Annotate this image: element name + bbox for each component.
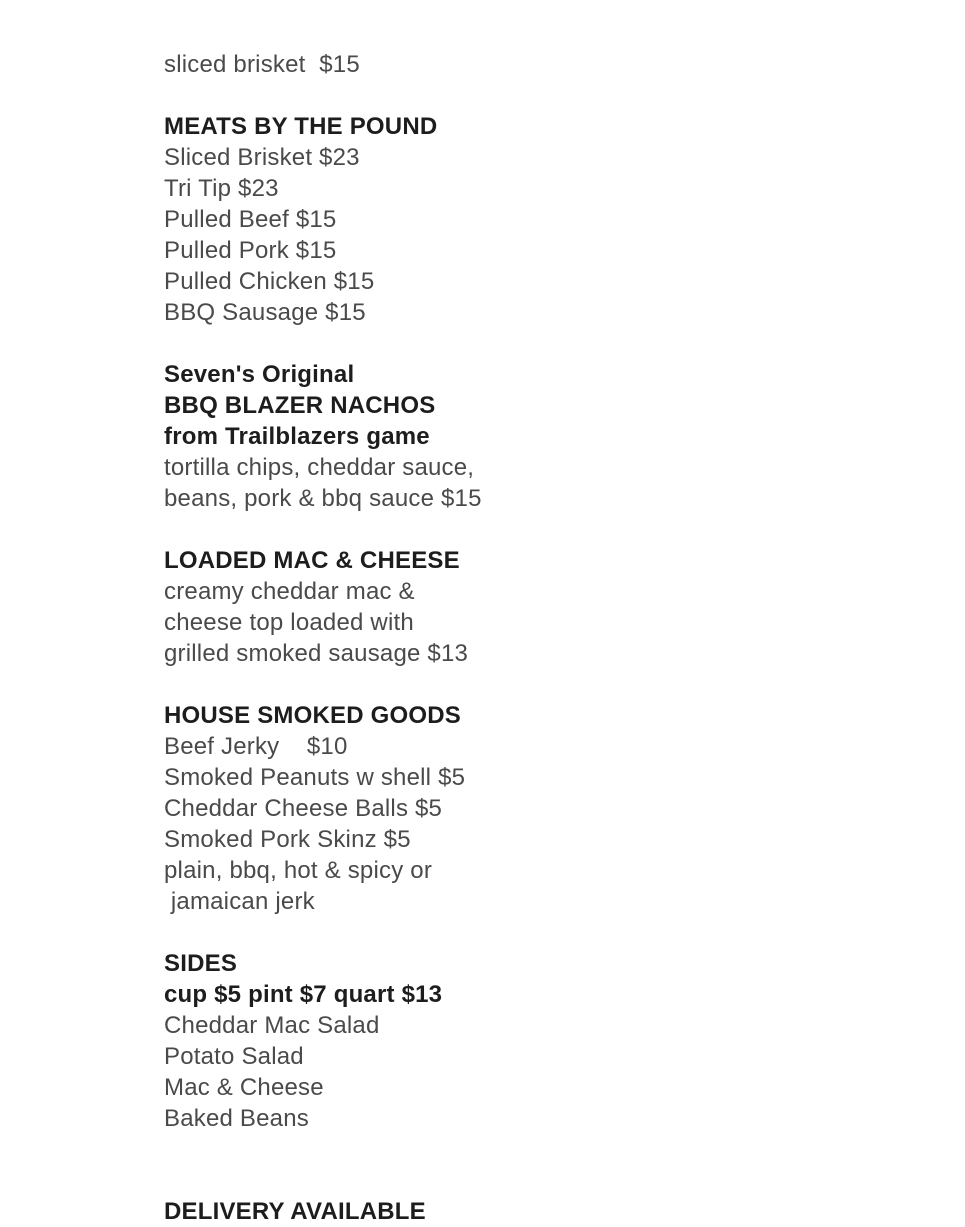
- menu-line: [164, 514, 482, 545]
- menu-text-block: [164, 0, 482, 1227]
- menu-line: DELIVERY AVAILABLE: [164, 1198, 426, 1225]
- menu-line: cheese top loaded with: [164, 609, 414, 636]
- menu-line: [164, 917, 482, 948]
- menu-line: Pulled Beef $15: [164, 206, 337, 233]
- menu-line: from Trailblazers game: [164, 423, 430, 450]
- menu-line: Mac & Cheese: [164, 1074, 324, 1101]
- menu-line: Seven's Original: [164, 361, 355, 388]
- menu-line: MEATS BY THE POUND: [164, 113, 438, 140]
- menu-line: Cheddar Mac Salad: [164, 1012, 380, 1039]
- menu-line: [164, 328, 482, 359]
- menu-line: [164, 1165, 482, 1196]
- menu-line: [164, 669, 482, 700]
- menu-line: creamy cheddar mac &: [164, 578, 415, 605]
- menu-line: beans, pork & bbq sauce $15: [164, 485, 482, 512]
- menu-line: Potato Salad: [164, 1043, 304, 1070]
- menu-line: LOADED MAC & CHEESE: [164, 547, 460, 574]
- menu-line: BBQ Sausage $15: [164, 299, 366, 326]
- menu-line: SIDES: [164, 950, 238, 977]
- menu-line: grilled smoked sausage $13: [164, 640, 469, 667]
- menu-line: Pulled Pork $15: [164, 237, 337, 264]
- menu-line: Cheddar Cheese Balls $5: [164, 795, 443, 822]
- menu-line: Smoked Pork Skinz $5: [164, 826, 411, 853]
- menu-line: Tri Tip $23: [164, 175, 279, 202]
- menu-line: HOUSE SMOKED GOODS: [164, 702, 461, 729]
- menu-line: jamaican jerk: [164, 888, 315, 915]
- menu-line: Baked Beans: [164, 1105, 309, 1132]
- menu-line: plain, bbq, hot & spicy or: [164, 857, 433, 884]
- menu-line: cup $5 pint $7 quart $13: [164, 981, 443, 1008]
- menu-line: BBQ BLAZER NACHOS: [164, 392, 436, 419]
- menu-line: Beef Jerky $10: [164, 733, 348, 760]
- menu-line: [164, 80, 482, 111]
- menu-line: sliced brisket $15: [164, 51, 360, 78]
- menu-line: [164, 1134, 482, 1165]
- menu-line: Sliced Brisket $23: [164, 144, 360, 171]
- menu-line: Smoked Peanuts w shell $5: [164, 764, 466, 791]
- menu-line: tortilla chips, cheddar sauce,: [164, 454, 475, 481]
- menu-line: Pulled Chicken $15: [164, 268, 375, 295]
